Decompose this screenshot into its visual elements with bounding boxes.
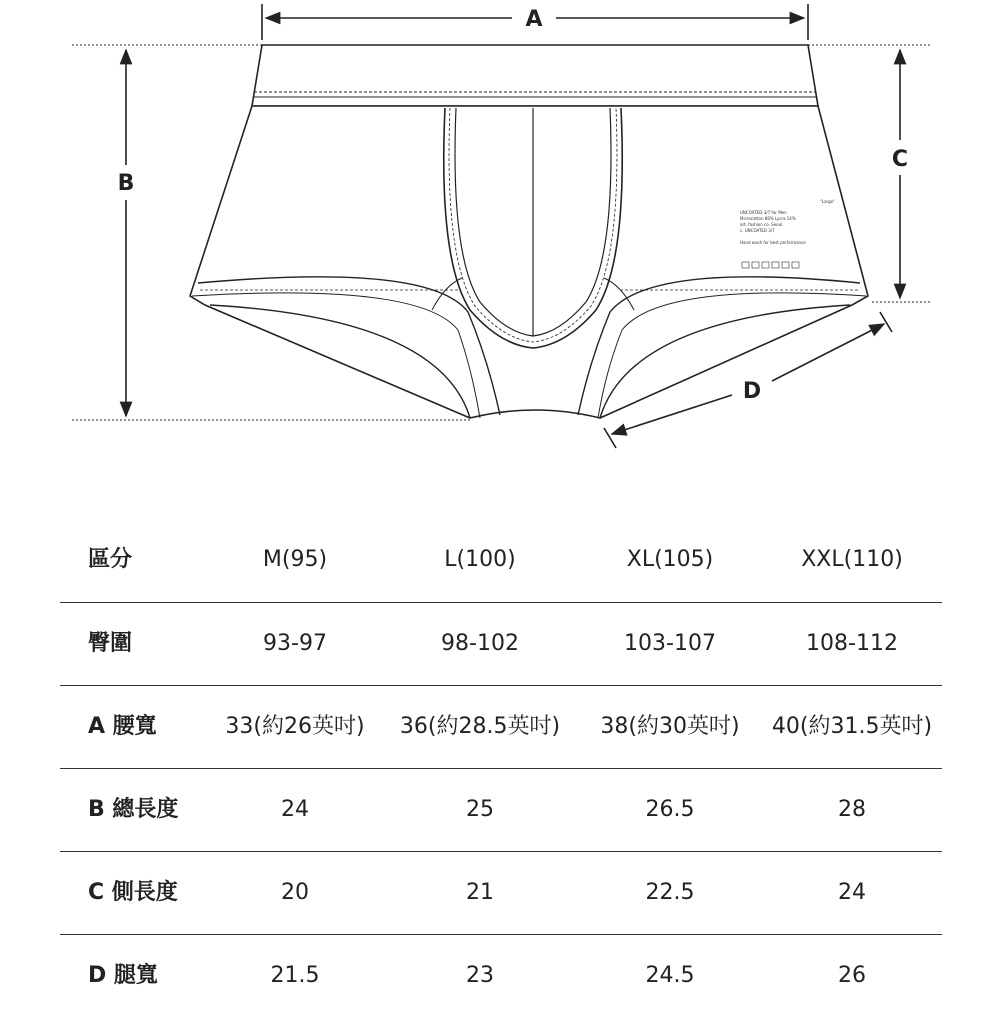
table-cell: 38(約30英吋) (600, 714, 740, 739)
table-cell: 23 (466, 963, 494, 988)
table-cell: 24 (281, 797, 309, 822)
table-cell: M(95) (262, 547, 328, 572)
table-cell: 108-112 (806, 631, 898, 656)
table-row (60, 520, 942, 603)
table-cell: XL(105) (626, 547, 714, 572)
size-diagram (0, 0, 1000, 470)
table-row (60, 686, 942, 769)
table-cell: 40(約31.5英吋) (771, 714, 933, 739)
table-cell: 24 (838, 880, 866, 905)
size-table (60, 520, 942, 1017)
table-cell: 93-97 (263, 631, 327, 656)
table-cell: 103-107 (624, 631, 716, 656)
row-header: 區分 (88, 547, 133, 572)
table-cell: 26 (838, 963, 866, 988)
dimension-d-label: D (742, 379, 762, 404)
table-cell: 20 (281, 880, 309, 905)
table-cell: 24.5 (645, 963, 695, 988)
table-cell: XXL(110) (801, 547, 903, 572)
table-cell: 36(約28.5英吋) (399, 714, 561, 739)
table-cell: 25 (466, 797, 494, 822)
table-cell: 98-102 (441, 631, 519, 656)
table-cell: 22.5 (645, 880, 695, 905)
row-header: C 側長度 (88, 880, 178, 905)
table-row (60, 603, 942, 686)
svg-text:UNCOATED-3/7 for Men: UNCOATED-3/7 for Men (740, 210, 787, 215)
dimension-a-label: A (525, 7, 543, 32)
row-header: B 總長度 (88, 797, 179, 822)
table-row (60, 852, 942, 935)
dimension-b-label: B (117, 171, 135, 196)
svg-text:Hand wash for best performance: Hand wash for best performance (740, 240, 806, 245)
dimension-c-label: C (891, 147, 909, 172)
table-cell: 28 (838, 797, 866, 822)
table-cell: L(100) (444, 547, 516, 572)
table-cell: 26.5 (645, 797, 695, 822)
row-header: A 腰寬 (88, 714, 157, 739)
svg-text:"Large": "Large" (820, 199, 835, 204)
svg-text:Microcotton 86% Lycra 14%: Microcotton 86% Lycra 14% (740, 216, 796, 221)
row-header: D 腿寬 (88, 963, 158, 988)
table-cell: 21 (466, 880, 494, 905)
table-row (60, 769, 942, 852)
svg-text:art. fashion co. Seoul: art. fashion co. Seoul (740, 222, 783, 227)
row-header: 臀圍 (88, 631, 133, 656)
table-cell: 21.5 (270, 963, 320, 988)
table-row (60, 935, 942, 1017)
svg-text:c. UNCOATED 3/7: c. UNCOATED 3/7 (740, 228, 775, 233)
table-cell: 33(約26英吋) (225, 714, 365, 739)
